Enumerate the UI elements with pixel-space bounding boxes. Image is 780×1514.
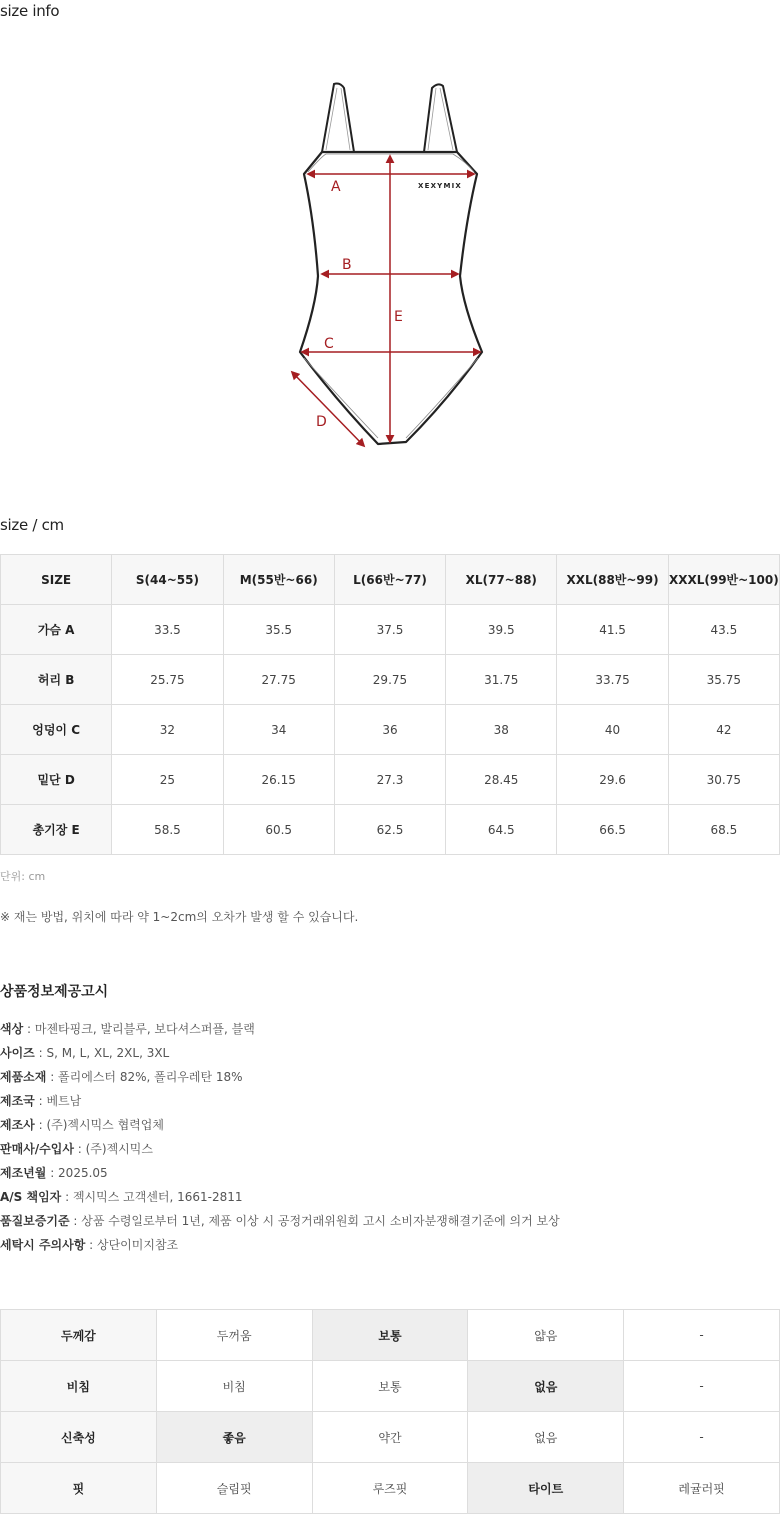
size-table-header-cell: SIZE: [1, 555, 112, 605]
size-table-cell: 62.5: [334, 805, 445, 855]
feature-table: [0, 1309, 780, 1514]
swimsuit-body: [300, 152, 482, 444]
product-notice-list: [0, 1020, 560, 1260]
product-notice-title: 상품정보제공고시: [0, 984, 109, 1000]
size-table-cell: 64.5: [446, 805, 557, 855]
unit-note: 단위: cm: [0, 870, 46, 883]
feature-option-selected: 없음: [468, 1361, 624, 1412]
notice-item: [0, 1164, 560, 1188]
feature-option: 두꺼움: [156, 1310, 312, 1361]
notice-item-key: 제조국: [0, 1094, 35, 1108]
brand-logo: XEXYMIX: [418, 182, 463, 190]
size-table-header-cell: XXL(88반~99): [557, 555, 668, 605]
notice-item: [0, 1020, 560, 1044]
size-table: [0, 554, 780, 855]
size-table-cell: 42: [668, 705, 779, 755]
size-table-cell: 25.75: [112, 655, 223, 705]
size-table-row-label: 허리 B: [1, 655, 112, 705]
size-table-cell: 35.5: [223, 605, 334, 655]
size-table-cell: 33.5: [112, 605, 223, 655]
size-table-cell: 25: [112, 755, 223, 805]
size-table-header-cell: XL(77~88): [446, 555, 557, 605]
size-info-title: size info: [0, 2, 60, 20]
size-table-cell: 36: [334, 705, 445, 755]
size-table-cell: 34: [223, 705, 334, 755]
size-table-cell: 27.75: [223, 655, 334, 705]
feature-option: 없음: [468, 1412, 624, 1463]
notice-item: [0, 1188, 560, 1212]
label-b: B: [342, 257, 352, 273]
feature-option: 보통: [312, 1361, 468, 1412]
feature-row: [1, 1412, 780, 1463]
measurement-error-note: ※ 재는 방법, 위치에 따라 약 1~2cm의 오차가 발생 할 수 있습니다.: [0, 910, 359, 924]
label-a: A: [331, 179, 341, 195]
size-table-cell: 60.5: [223, 805, 334, 855]
size-cm-title: size / cm: [0, 516, 64, 534]
size-table-cell: 28.45: [446, 755, 557, 805]
size-table-cell: 41.5: [557, 605, 668, 655]
notice-item-key: 제조년월: [0, 1166, 47, 1180]
notice-item-value: : 상단이미지참조: [85, 1238, 179, 1252]
feature-row-label: 핏: [1, 1463, 157, 1514]
label-c: C: [324, 336, 334, 352]
feature-option-selected: 타이트: [468, 1463, 624, 1514]
feature-row: [1, 1361, 780, 1412]
notice-item-value: : 폴리에스터 82%, 폴리우레탄 18%: [46, 1070, 243, 1084]
notice-item-key: 사이즈: [0, 1046, 35, 1060]
notice-item-value: : 2025.05: [46, 1166, 108, 1180]
notice-item: [0, 1140, 560, 1164]
feature-row-label: 두께감: [1, 1310, 157, 1361]
size-table-cell: 29.75: [334, 655, 445, 705]
size-table-cell: 27.3: [334, 755, 445, 805]
notice-item-value: : S, M, L, XL, 2XL, 3XL: [34, 1046, 170, 1060]
size-table-row: [1, 605, 780, 655]
notice-item-key: 제조사: [0, 1118, 35, 1132]
label-d: D: [316, 414, 327, 430]
notice-item-value: : 마젠타핑크, 발리블루, 보다셔스퍼플, 블랙: [23, 1022, 255, 1036]
feature-option: 비침: [156, 1361, 312, 1412]
notice-item-value: : 젝시믹스 고객센터, 1661-2811: [61, 1190, 243, 1204]
feature-option: -: [624, 1310, 780, 1361]
size-table-row-label: 총기장 E: [1, 805, 112, 855]
notice-item: [0, 1068, 560, 1092]
size-table-row-label: 가슴 A: [1, 605, 112, 655]
feature-row: [1, 1310, 780, 1361]
feature-option: -: [624, 1361, 780, 1412]
size-table-cell: 68.5: [668, 805, 779, 855]
feature-option: 슬림핏: [156, 1463, 312, 1514]
feature-option-selected: 좋음: [156, 1412, 312, 1463]
size-table-cell: 43.5: [668, 605, 779, 655]
size-table-row-label: 밑단 D: [1, 755, 112, 805]
size-table-header-cell: M(55반~66): [223, 555, 334, 605]
size-table-header-cell: S(44~55): [112, 555, 223, 605]
notice-item: [0, 1212, 560, 1236]
notice-item-value: : 상품 수령일로부터 1년, 제품 이상 시 공정거래위원회 고시 소비자분쟁해결기준에 의거 보상: [69, 1214, 560, 1228]
notice-item-key: 제품소재: [0, 1070, 47, 1084]
size-table-cell: 32: [112, 705, 223, 755]
label-e: E: [394, 309, 403, 325]
size-table-row: [1, 705, 780, 755]
size-table-cell: 58.5: [112, 805, 223, 855]
feature-option: 얇음: [468, 1310, 624, 1361]
notice-item-key: 판매사/수입사: [0, 1142, 74, 1156]
size-table-cell: 40: [557, 705, 668, 755]
notice-item-value: : (주)젝시믹스: [73, 1142, 153, 1156]
notice-item-value: : (주)젝시믹스 협력업체: [34, 1118, 164, 1132]
notice-item-key: A/S 책임자: [0, 1190, 62, 1204]
notice-item: [0, 1236, 560, 1260]
size-table-cell: 31.75: [446, 655, 557, 705]
feature-row-label: 신축성: [1, 1412, 157, 1463]
size-table-row: [1, 655, 780, 705]
feature-option-selected: 보통: [312, 1310, 468, 1361]
feature-option: 레귤러핏: [624, 1463, 780, 1514]
size-table-cell: 26.15: [223, 755, 334, 805]
notice-item-key: 색상: [0, 1022, 24, 1036]
size-table-row: [1, 805, 780, 855]
size-table-cell: 38: [446, 705, 557, 755]
swimsuit-size-diagram: [270, 70, 510, 460]
feature-option: 약간: [312, 1412, 468, 1463]
size-table-cell: 29.6: [557, 755, 668, 805]
size-table-header-row: [1, 555, 780, 605]
size-table-header-cell: L(66반~77): [334, 555, 445, 605]
notice-item: [0, 1044, 560, 1068]
size-table-cell: 30.75: [668, 755, 779, 805]
size-table-cell: 37.5: [334, 605, 445, 655]
size-table-cell: 33.75: [557, 655, 668, 705]
notice-item-key: 품질보증기준: [0, 1214, 70, 1228]
size-table-row-label: 엉덩이 C: [1, 705, 112, 755]
feature-option: 루즈핏: [312, 1463, 468, 1514]
notice-item-key: 세탁시 주의사항: [0, 1238, 86, 1252]
feature-row: [1, 1463, 780, 1514]
size-table-header-cell: XXXL(99반~100): [668, 555, 779, 605]
feature-option: -: [624, 1412, 780, 1463]
feature-row-label: 비침: [1, 1361, 157, 1412]
notice-item: [0, 1116, 560, 1140]
notice-item-value: : 베트남: [34, 1094, 82, 1108]
size-table-cell: 39.5: [446, 605, 557, 655]
notice-item: [0, 1092, 560, 1116]
size-table-cell: 35.75: [668, 655, 779, 705]
size-table-cell: 66.5: [557, 805, 668, 855]
size-table-row: [1, 755, 780, 805]
